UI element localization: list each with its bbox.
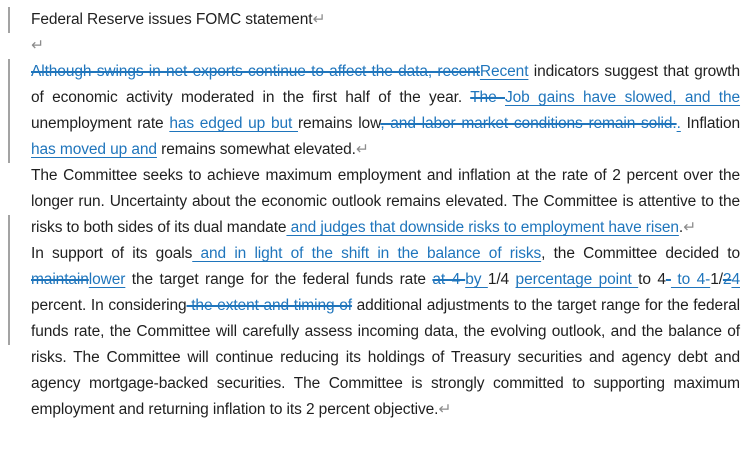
document-paragraph[interactable] — [31, 33, 740, 59]
paragraph-mark: ↵ — [312, 11, 326, 28]
deleted-text-run[interactable]: Although swings in net exports continue to affect the data, recent — [31, 63, 480, 80]
text-run[interactable]: remains somewhat elevated. — [156, 141, 356, 158]
text-run[interactable]: 1/ — [710, 271, 723, 288]
text-run[interactable]: In support of its goals — [31, 245, 193, 262]
deleted-text-run[interactable]: The — [470, 89, 505, 106]
inserted-text-run[interactable]: percentage point — [515, 271, 639, 288]
inserted-text-run[interactable]: lower — [88, 271, 126, 288]
deleted-text-run[interactable]: - — [665, 271, 671, 288]
text-run[interactable]: Federal Reserve issues FOMC statement — [31, 11, 313, 28]
deleted-text-run[interactable]: at 4- — [432, 271, 466, 288]
change-bar — [8, 59, 10, 163]
inserted-text-run[interactable]: Recent — [479, 63, 529, 80]
change-bar — [8, 7, 10, 33]
text-run[interactable]: The Committee seeks to achieve maximum employment and inflation at the rate of 2 percent over the longer run. Uncertainty about the economic outlook remains elevated. The Committee is attentive to the risks to both sides of its dual mandate — [31, 167, 740, 236]
inserted-text-run[interactable]: has moved up and — [31, 141, 157, 158]
change-bar — [8, 215, 10, 345]
text-run[interactable]: 1/4 — [487, 271, 516, 288]
document-title[interactable] — [31, 7, 740, 33]
inserted-text-run[interactable]: and judges that downside risks to employment have risen — [286, 219, 679, 236]
inserted-text-run[interactable]: has edged up but — [169, 115, 298, 132]
paragraph-mark: ↵ — [683, 219, 696, 236]
paragraph-mark: ↵ — [31, 37, 44, 54]
inserted-text-run[interactable]: . — [676, 115, 681, 132]
deleted-text-run[interactable]: 2 — [722, 271, 732, 288]
text-run[interactable]: indicators suggest that growth of economic activity moderated in the first half of the year. — [31, 63, 740, 106]
inserted-text-run[interactable]: by — [465, 271, 488, 288]
document[interactable] — [31, 7, 740, 423]
document-paragraph[interactable] — [31, 163, 740, 241]
document-paragraph[interactable] — [31, 241, 740, 423]
inserted-text-run[interactable]: Job gains have slowed, and the — [504, 89, 741, 106]
paragraph-mark: ↵ — [438, 401, 452, 418]
text-run[interactable]: , the Committee decided to — [541, 245, 740, 262]
text-run[interactable]: Inflation — [680, 115, 740, 132]
text-run[interactable]: additional adjustments to the target range for the federal funds rate, the Committee will carefully assess incoming data, the evolving outlook, and the balance of risks. The Committee will continue reducing its holdings of Treasury securities and agency debt and agency mortgage-backed securities. The Committee is strongly committed to supporting maximum employment and returning inflation to its 2 percent objective. — [31, 297, 740, 418]
inserted-text-run[interactable]: and in light of the shift in the balance of risks — [192, 245, 542, 262]
text-run[interactable]: percent. In considering — [31, 297, 187, 314]
document-paragraph[interactable] — [31, 59, 740, 163]
deleted-text-run[interactable]: , and labor market conditions remain solid. — [380, 115, 677, 132]
text-run[interactable]: the target range for the federal funds rate — [125, 271, 433, 288]
deleted-text-run[interactable]: maintain — [31, 271, 89, 288]
text-run[interactable]: unemployment rate — [31, 115, 170, 132]
text-run[interactable]: remains low — [298, 115, 381, 132]
inserted-text-run[interactable]: to 4- — [670, 271, 711, 288]
inserted-text-run[interactable]: 4 — [731, 271, 740, 288]
deleted-text-run[interactable]: the extent and timing of — [186, 297, 352, 314]
paragraph-mark: ↵ — [355, 141, 369, 158]
text-run[interactable]: . — [678, 219, 684, 236]
text-run[interactable]: to 4 — [638, 271, 666, 288]
